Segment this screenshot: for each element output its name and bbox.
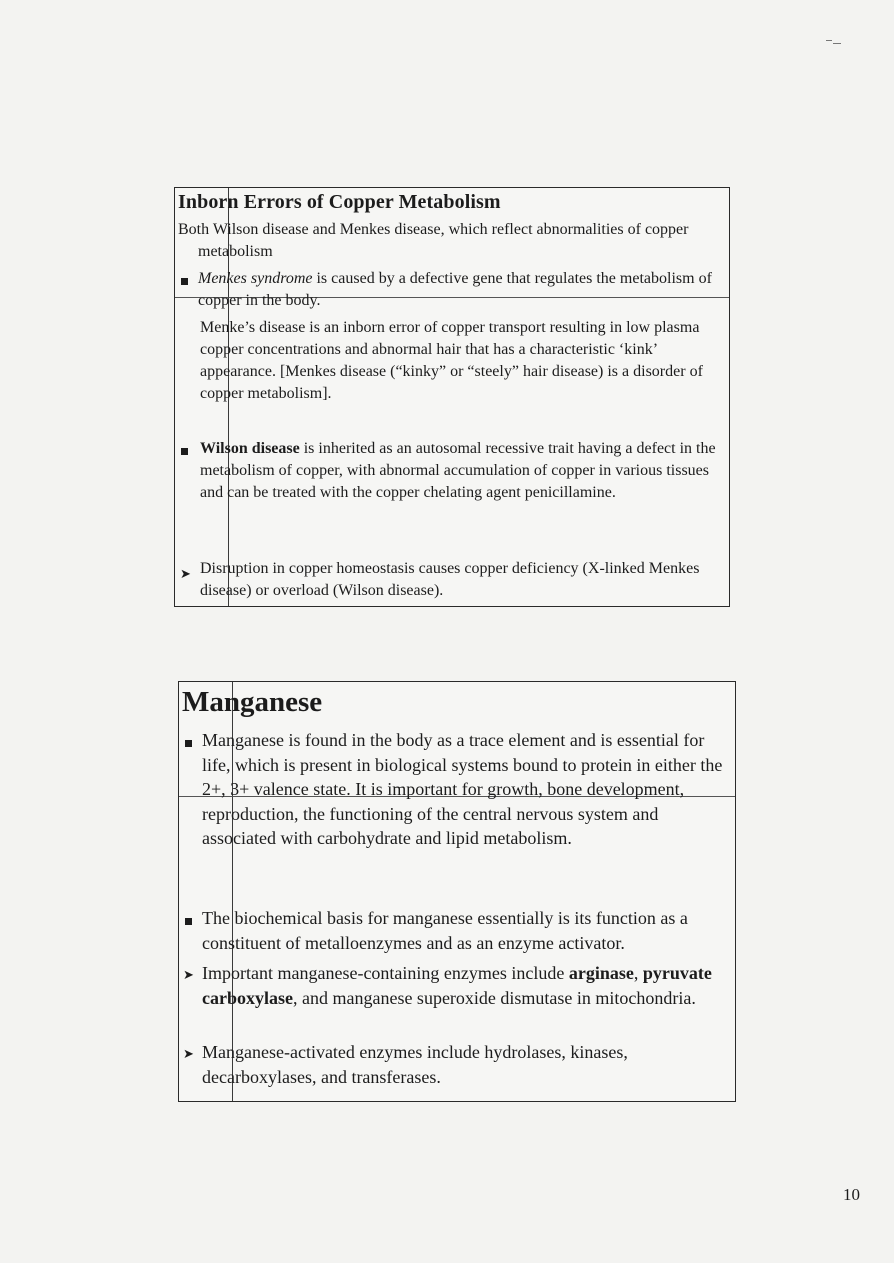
scan-speck: [833, 43, 841, 44]
slide-title: Manganese: [182, 686, 323, 718]
wilson-bullet: [200, 438, 725, 504]
slide-copper-metabolism: [174, 187, 730, 607]
square-bullet-icon: [185, 918, 192, 925]
arrow-bullet-icon: ➤: [180, 566, 191, 581]
disruption-bullet: Disruption in copper homeostasis causes copper deficiency (X-linked Menkes disease) or overload (Wilson disease).: [200, 560, 700, 599]
square-bullet-icon: [181, 278, 188, 285]
menkes-term: Menkes syndrome: [198, 270, 313, 287]
menkes-text: is caused by a defective gene that regulates the metabolism of copper in the body.: [198, 270, 712, 309]
scan-speck: [826, 40, 832, 41]
pyruvate-carboxylase-term: pyruvate carboxylase: [202, 963, 712, 1008]
enzymes-separator: ,: [633, 963, 643, 983]
manganese-bullet-1: Manganese is found in the body as a trace element and is essential for life, which is present in biological systems bound to protein in either the 2+, 3+ valence state. It is important for growth, bone development, reproduction, the functioning of the central nervous system and associated with carbohydrate and lipid metabolism.: [202, 730, 723, 848]
page-number: 10: [843, 1185, 860, 1204]
manganese-enzymes: [202, 961, 730, 1010]
wilson-term: Wilson disease: [200, 440, 300, 457]
square-bullet-icon: [185, 740, 192, 747]
manganese-bullet-2: The biochemical basis for manganese essentially is its function as a constituent of metalloenzymes and as an enzyme activator.: [202, 908, 688, 953]
intro-text: Both Wilson disease and Menkes disease, which reflect abnormalities of copper metabolism: [178, 221, 689, 260]
arrow-bullet-icon: ➤: [183, 967, 194, 982]
slide-manganese: [178, 681, 736, 1102]
manganese-activated-enzymes: Manganese-activated enzymes include hydrolases, kinases, decarboxylases, and transferases.: [202, 1042, 628, 1087]
arrow-bullet-icon: ➤: [183, 1046, 194, 1061]
square-bullet-icon: [181, 448, 188, 455]
slide-title: Inborn Errors of Copper Metabolism: [178, 191, 501, 213]
enzymes-rest: , and manganese superoxide dismutase in mitochondria.: [292, 987, 696, 1008]
wilson-text: is inherited as an autosomal recessive trait having a defect in the metabolism of copper, with abnormal accumulation of copper in various tissues and can be treated with the copper chelating agent penicillamine.: [200, 440, 716, 501]
menkes-detail: Menke’s disease is an inborn error of copper transport resulting in low plasma copper concentrations and abnormal hair that has a characteristic ‘kink’ appearance. [Menkes disease (“kinky” or “steely” hair disease) is a disorder of copper metabolism].: [200, 319, 703, 402]
enzymes-prefix: Important manganese-containing enzymes include: [202, 963, 569, 983]
menkes-bullet: [198, 268, 723, 312]
arginase-term: arginase: [568, 963, 634, 983]
